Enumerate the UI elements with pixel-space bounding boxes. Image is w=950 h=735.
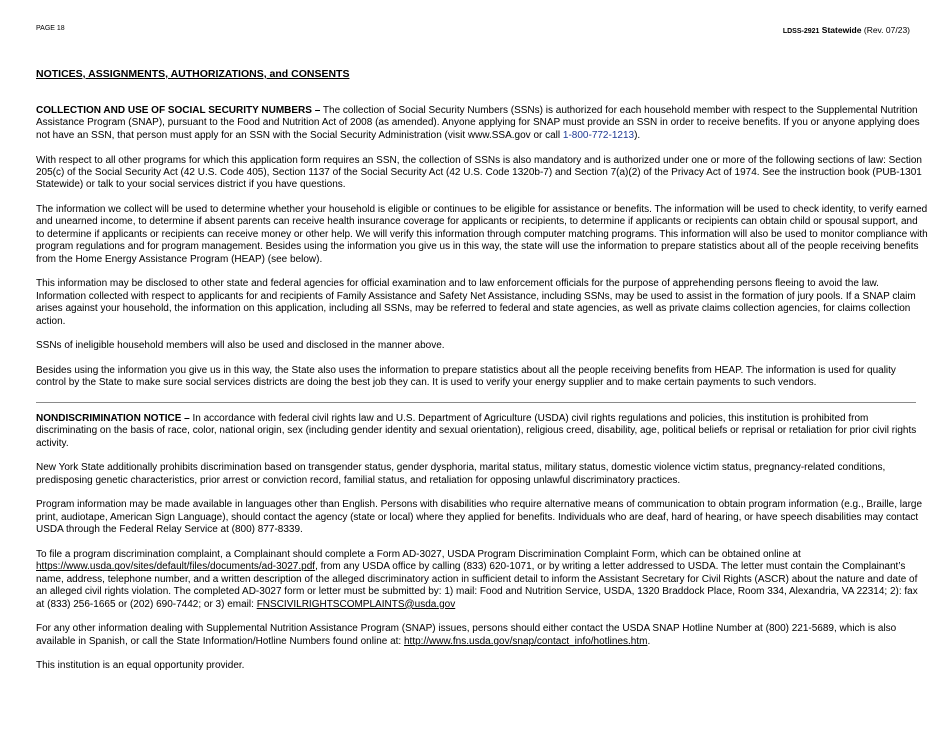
ssn-paragraph-1	[36, 105, 928, 142]
ssa-phone-number: 1-800-772-1213	[562, 129, 635, 141]
nondiscrimination-paragraph-1	[36, 413, 928, 450]
ssn-paragraph-6: Besides using the information you give us in this way, the State also uses the information to prepare statistics about all the people receiving benefits from HEAP. The information is used for quality control by the State to make sure social services districts are doing the best job they can. It is used to verify your energy supplier and to make certain payments to such vendors.	[36, 364, 896, 389]
equal-opportunity-statement: This institution is an equal opportunity provider.	[36, 660, 245, 672]
ssn-paragraph-2: With respect to all other programs for which this application form requires an SSN, the collection of SSNs is also mandatory and is authorized under one or more of the following sections of law: Section 205(c) of the Social Security Act (42 U.S. Code 405), Section 1137 of the Social Security Act (42 U.S. Code 1320b-7) and Section 7(a)(2) of the Privacy Act of 1974. See the instruction book (PUB-1301 Statewide) or talk to your social services district if you have questions.	[36, 154, 922, 191]
nondiscrimination-p1-text: In accordance with federal civil rights law and U.S. Department of Agriculture (USDA) civil rights regulations and policies, this institution is prohibited from discriminating on the basis of race, color, national origin, sex (including gender identity and sexual orientation), religious creed, disability, age, political beliefs or reprisal or retaliation for prior civil rights activity.	[36, 412, 917, 449]
ssn-p1-end: ).	[634, 129, 641, 141]
hotlines-link[interactable]: http://www.fns.usda.gov/snap/contact_info/hotlines.htm	[404, 635, 648, 647]
nondiscrimination-paragraph-2: New York State additionally prohibits discrimination based on transgender status, gender dysphoria, marital status, military status, domestic violence victim status, pregnancy-related conditions, predisposing genetic characteristics, prior arrest or conviction record, familial status, and retaliation for opposing unlawful discriminatory practices.	[36, 462, 886, 486]
ssn-paragraph-3: The information we collect will be used to determine whether your household is eligible or continues to be eligible for assistance or benefits. The information will be used to check identity, to verify earned and unearned income, to determine if absent parents can receive health insurance coverage for applicants or recipients, to determine if applicants or recipients can obtain child or spousal support, and to determine if applicants or recipients can receive money or other help. We will verify this information through computer matching programs. This information will also be used to monitor compliance with program regulations and for program management. Besides using the information you give us in this way, the state will use the information to prepare statistics about all of the people receiving benefits from the Home Energy Assistance Program (HEAP) (see below).	[36, 204, 928, 265]
form-scope: Statewide	[821, 25, 862, 35]
ssn-heading: COLLECTION AND USE OF SOCIAL SECURITY NUMBERS –	[36, 105, 321, 116]
page-title: NOTICES, ASSIGNMENTS, AUTHORIZATIONS, and CONSENTS	[36, 68, 350, 80]
nondiscrimination-paragraph-4	[36, 549, 928, 611]
ad-3027-form-link[interactable]: https://www.usda.gov/sites/default/files/documents/ad-3027.pdf	[36, 561, 316, 573]
ssn-paragraph-4: This information may be disclosed to other state and federal agencies for official examination and to law enforcement officials for the purpose of apprehending persons fleeing to avoid the law. Information collected with respect to applicants for and recipients of Family Assistance and Safety Net Assistance, including SSNs, may be used to assist in the formation of jury pools. If a SNAP claim arises against your household, the information on this application, including all SSNs, may be referred to federal and state agencies, as well as private claims collection agencies, for claims collection action.	[36, 278, 916, 327]
complaint-text-a: To file a program discrimination complaint, a Complainant should complete a Form AD-3027, USDA Program Discrimination Complaint Form, which can be obtained online at	[36, 548, 801, 560]
civil-rights-email-link[interactable]: FNSCIVILRIGHTSCOMPLAINTS@usda.gov	[256, 598, 456, 610]
form-revision: (Rev. 07/23)	[863, 25, 910, 35]
page-number: PAGE 18	[36, 25, 65, 32]
nondiscrimination-heading: NONDISCRIMINATION NOTICE –	[36, 412, 190, 424]
nondiscrimination-paragraph-5	[36, 623, 928, 648]
hotline-text: For any other information dealing with Supplemental Nutrition Assistance Program (SNAP) issues, persons should either contact the USDA SNAP Hotline Number at (800) 221-5689, which is also available in Spanish, or call the State Information/Hotline Numbers found online at:	[36, 623, 897, 647]
ssn-paragraph-5: SSNs of ineligible household members will also be used and disclosed in the manner above.	[36, 340, 445, 352]
hotline-text-end: .	[647, 635, 651, 647]
complaint-text-b: , from any USDA office by calling (833) 620-1071, or by writing a letter addressed to USDA. The letter must contain the Complainant’s name, address, telephone number, and a written description of the alleged discriminatory action in sufficient detail to inform the Assistant Secretary for Civil Rights (ASCR) about the nature and date of an alleged civil rights violation. The completed AD-3027 form or letter must be submitted by: 1) mail: Food and Nutrition Service, USDA, 1320 Braddock Place, Room 334, Alexandria, VA 22314; 2): fax at (833) 256-1665 or (202) 690-7442; or 3) email:	[36, 561, 918, 610]
form-identifier	[783, 25, 910, 35]
section-divider	[36, 402, 916, 403]
ssn-p1-text: The collection of Social Security Numbers (SSNs) is authorized for each household member with respect to the Supplemental Nutrition Assistance Program (SNAP), pursuant to the Food and Nutrition Act of 2008 (as amended). Anyone applying for SNAP must provide an SSN in order to receive benefits. If you or anyone applying does not have an SSN, that person must apply for an SSN with the Social Security Administration (visit www.SSA.gov or call	[36, 105, 920, 141]
nondiscrimination-paragraph-3: Program information may be made available in languages other than English. Persons with disabilities who require alternative means of communication to obtain program information (e.g., Braille, large print, audiotape, American Sign Language), should contact the agency (state or local) where they applied for benefits. Individuals who are deaf, hard of hearing, or have speech disabilities may contact USDA through the Federal Relay Service at (800) 877-8339.	[36, 499, 923, 536]
notice-body	[36, 105, 928, 685]
form-id: LDSS-2921	[782, 28, 820, 35]
